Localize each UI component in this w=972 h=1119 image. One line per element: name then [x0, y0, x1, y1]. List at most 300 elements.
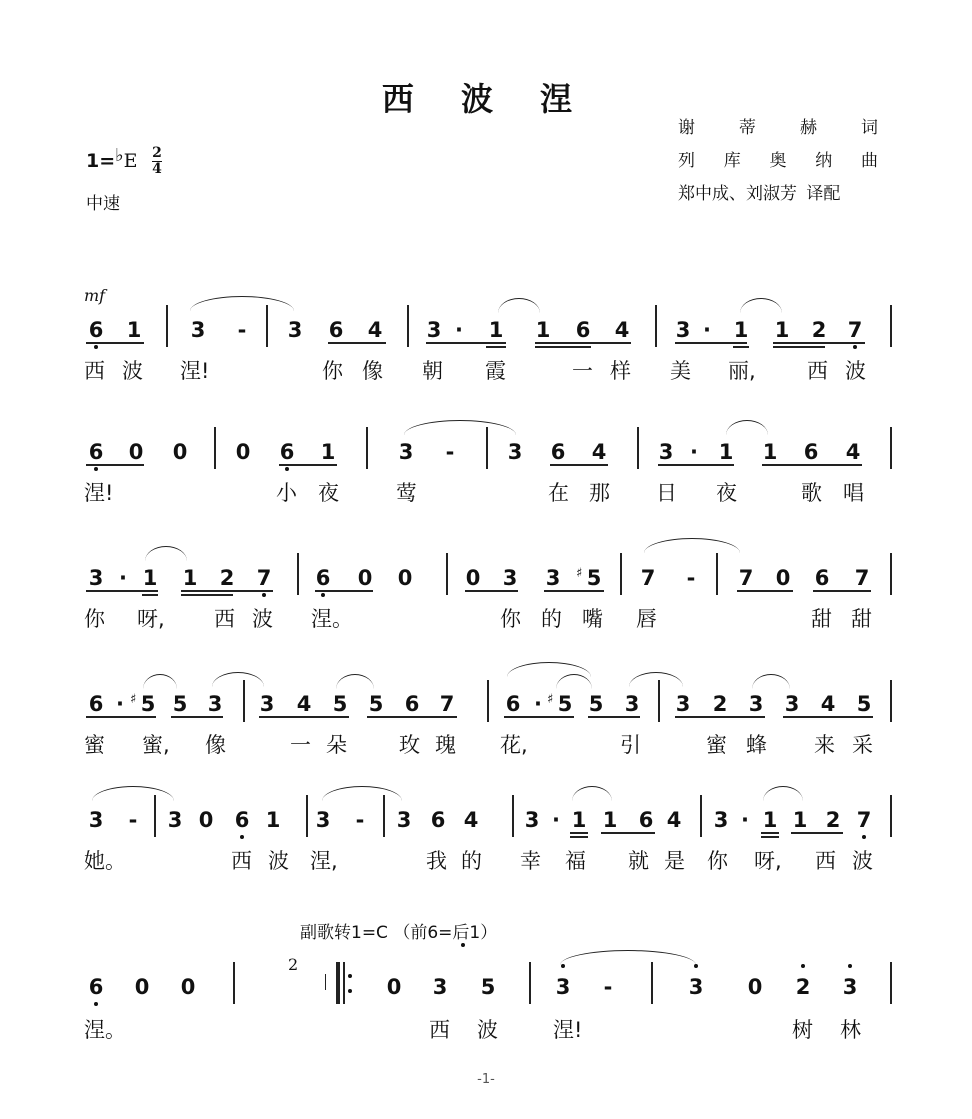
tie-arc — [644, 538, 740, 553]
low-octave-dot — [285, 467, 289, 471]
lyric: 像 — [362, 359, 383, 383]
lyric: 我 — [426, 849, 447, 873]
note: 2 — [825, 808, 841, 832]
note: 6 — [315, 566, 331, 590]
note: 1 — [182, 566, 198, 590]
lyric: 美 — [670, 359, 691, 383]
note: 1 — [774, 318, 790, 342]
note: 3 — [190, 318, 206, 342]
tie-arc — [145, 546, 187, 561]
note: 1 — [602, 808, 618, 832]
bar-line — [446, 553, 448, 595]
beam-line — [791, 832, 843, 834]
note: 1 — [142, 566, 158, 590]
tie-arc — [629, 672, 683, 687]
tie-arc — [404, 420, 516, 435]
lyric: 呀, — [137, 607, 165, 631]
note: 3 — [167, 808, 183, 832]
tie-arc — [498, 298, 540, 313]
beam-line — [675, 716, 765, 718]
lyricist-credit: 谢 蒂 赫 词 — [678, 118, 878, 138]
high-octave-dot — [561, 964, 565, 968]
beam-line — [426, 342, 506, 344]
note: 3 — [784, 692, 800, 716]
lyric: 树 — [792, 1018, 813, 1042]
tie-arc — [726, 420, 768, 435]
lyric: 你 — [500, 607, 521, 631]
lyric: 涅。 — [84, 1018, 126, 1042]
lyric: 蜂 — [746, 733, 767, 757]
note: 0 — [180, 975, 196, 999]
note: 1 — [762, 440, 778, 464]
volta-number: 2 — [288, 955, 299, 974]
lyric: 采 — [852, 733, 873, 757]
dash: - — [128, 808, 138, 832]
lyric: 她。 — [84, 849, 126, 873]
note: 0 — [397, 566, 413, 590]
note: 3 — [545, 566, 561, 590]
bar-line — [658, 680, 660, 722]
note: 4 — [666, 808, 682, 832]
note: 3 — [426, 318, 442, 342]
lyric: 波 — [268, 849, 289, 873]
lyric: 西 — [815, 849, 836, 873]
note: 1 — [762, 808, 778, 832]
note: 4 — [614, 318, 630, 342]
beam-line — [733, 346, 749, 348]
lyric: 波 — [845, 359, 866, 383]
dynamic-marking: mf — [84, 286, 106, 305]
bar-line — [243, 680, 245, 722]
beam-line — [486, 346, 506, 348]
beam-line — [86, 590, 158, 592]
note: 5 — [588, 692, 604, 716]
note: 4 — [463, 808, 479, 832]
lyric: 林 — [840, 1018, 861, 1042]
lyric: 涅。 — [311, 607, 353, 631]
note: 3 — [315, 808, 331, 832]
sharp-note: ♯ 5 — [138, 692, 158, 716]
lyric: 呀, — [754, 849, 782, 873]
note: 6 — [550, 440, 566, 464]
lyric: 花, — [500, 733, 528, 757]
dot: · — [741, 808, 749, 832]
tie-arc — [740, 298, 782, 313]
lyric: 玫 — [399, 733, 420, 757]
lyric: 夜 — [716, 481, 737, 505]
beam-line — [86, 716, 156, 718]
repeat-thick-bar — [336, 962, 340, 1004]
repeat-dot — [348, 974, 352, 978]
beam-line — [181, 590, 273, 592]
lyric: 西 — [84, 359, 105, 383]
low-octave-dot — [94, 467, 98, 471]
tempo-marking: 中速 — [86, 194, 120, 214]
note: 4 — [591, 440, 607, 464]
note: 0 — [235, 440, 251, 464]
beam-line — [813, 590, 871, 592]
note: 3 — [658, 440, 674, 464]
note: 3 — [396, 808, 412, 832]
lyric: 瑰 — [435, 733, 456, 757]
bar-line — [655, 305, 657, 347]
lyric: 来 — [814, 733, 835, 757]
note: 1 — [792, 808, 808, 832]
lyric: 西 — [429, 1018, 450, 1042]
beam-line — [783, 716, 873, 718]
beam-line — [279, 464, 337, 466]
dot: · — [703, 318, 711, 342]
lyric: 那 — [589, 481, 610, 505]
low-octave-dot — [262, 593, 266, 597]
sharp-icon: ♯ — [547, 692, 554, 707]
bar-line — [637, 427, 639, 469]
lyric: 夜 — [318, 481, 339, 505]
lyric: 你 — [84, 607, 105, 631]
note: 6 — [234, 808, 250, 832]
note: 4 — [296, 692, 312, 716]
high-octave-dot — [801, 964, 805, 968]
low-octave-dot — [862, 835, 866, 839]
note: 0 — [357, 566, 373, 590]
dot: · — [455, 318, 463, 342]
lyric: 嘴 — [582, 607, 603, 631]
note: 0 — [172, 440, 188, 464]
note: 3 — [507, 440, 523, 464]
lyric: 甜 — [851, 607, 872, 631]
lyric: 波 — [252, 607, 273, 631]
note: 3 — [398, 440, 414, 464]
beam-line — [737, 590, 793, 592]
note: 0 — [775, 566, 791, 590]
sharp-note: ♯ 5 — [555, 692, 575, 716]
tie-arc — [336, 674, 374, 689]
note: 6 — [575, 318, 591, 342]
lyric: 西 — [231, 849, 252, 873]
beam-line — [171, 716, 223, 718]
tie-arc — [190, 296, 294, 311]
beam-line — [465, 590, 518, 592]
note: 6 — [88, 975, 104, 999]
high-octave-dot — [848, 964, 852, 968]
low-octave-dot — [853, 345, 857, 349]
note: 2 — [219, 566, 235, 590]
note: 6 — [328, 318, 344, 342]
lyric: 霞 — [485, 359, 506, 383]
beam-line — [761, 836, 779, 838]
bar-line — [306, 795, 308, 837]
note: 5 — [856, 692, 872, 716]
key-signature — [86, 146, 162, 177]
bar-line — [890, 962, 892, 1004]
lyric: 小 — [276, 481, 297, 505]
beam-line — [259, 716, 349, 718]
lyric: 幸 — [520, 849, 541, 873]
bar-line — [890, 553, 892, 595]
note: 6 — [88, 692, 104, 716]
tie-arc — [212, 672, 264, 687]
note: 6 — [638, 808, 654, 832]
bar-line — [266, 305, 268, 347]
composer-credit: 列 库 奥 纳 曲 — [678, 151, 878, 171]
beam-line — [658, 464, 734, 466]
note: 1 — [718, 440, 734, 464]
tie-arc — [763, 786, 803, 801]
beam-line — [570, 836, 588, 838]
translator-credit: 郑中成、刘淑芳 译配 — [678, 184, 841, 204]
beam-line — [550, 464, 608, 466]
note: 2 — [795, 975, 811, 999]
bar-line — [890, 305, 892, 347]
lyric: 在 — [548, 481, 569, 505]
note: 3 — [748, 692, 764, 716]
bar-line — [407, 305, 409, 347]
lyric: 甜 — [811, 607, 832, 631]
note: 0 — [198, 808, 214, 832]
lyric: 涅! — [180, 359, 210, 383]
beam-line — [675, 342, 747, 344]
note: 5 — [480, 975, 496, 999]
dot: · — [116, 692, 124, 716]
low-octave-dot — [321, 593, 325, 597]
dash: - — [355, 808, 365, 832]
bar-line — [512, 795, 514, 837]
note: 5 — [172, 692, 188, 716]
beam-line — [761, 832, 779, 834]
note: 4 — [820, 692, 836, 716]
lyric: 朵 — [326, 733, 347, 757]
repeat-thin-bar — [343, 962, 345, 1004]
beam-line — [504, 716, 574, 718]
dot: · — [690, 440, 698, 464]
beam-line — [762, 464, 862, 466]
lyric: 像 — [205, 733, 226, 757]
note: 7 — [640, 566, 656, 590]
beam-line — [142, 594, 158, 596]
time-signature — [152, 146, 162, 177]
dash: - — [686, 566, 696, 590]
bar-line — [154, 795, 156, 837]
key-note: E — [123, 150, 138, 172]
lyric: 你 — [322, 359, 343, 383]
dot: · — [552, 808, 560, 832]
note: 3 — [555, 975, 571, 999]
low-octave-dot — [461, 943, 465, 947]
note: 6 — [505, 692, 521, 716]
note: 3 — [713, 808, 729, 832]
bar-line — [487, 680, 489, 722]
page-number: -1- — [477, 1072, 495, 1087]
note: 6 — [404, 692, 420, 716]
volta-bracket — [325, 974, 326, 990]
low-octave-dot — [240, 835, 244, 839]
note: 1 — [535, 318, 551, 342]
lyric: 涅! — [553, 1018, 583, 1042]
beam-line — [544, 590, 604, 592]
beam-line — [773, 342, 865, 344]
note: 6 — [88, 318, 104, 342]
dot: · — [534, 692, 542, 716]
note: 6 — [803, 440, 819, 464]
bar-line — [890, 427, 892, 469]
note: 6 — [279, 440, 295, 464]
lyric: 日 — [656, 481, 677, 505]
lyric: 蜜 — [706, 733, 727, 757]
bar-line — [651, 962, 653, 1004]
note: 3 — [675, 692, 691, 716]
lyric: 歌 — [801, 481, 822, 505]
lyric: 的 — [461, 849, 482, 873]
time-signature-bottom: 4 — [152, 161, 162, 177]
lyric: 唱 — [843, 481, 864, 505]
bar-line — [620, 553, 622, 595]
lyric: 一 — [290, 733, 311, 757]
note: 0 — [465, 566, 481, 590]
dash: - — [603, 975, 613, 999]
note: 0 — [134, 975, 150, 999]
lyric: 蜜, — [142, 733, 170, 757]
song-title: 西 波 涅 — [381, 80, 591, 118]
sharp-icon: ♯ — [576, 566, 583, 581]
note: 3 — [688, 975, 704, 999]
lyric: 一 — [572, 359, 593, 383]
lyric: 波 — [122, 359, 143, 383]
bar-line — [716, 553, 718, 595]
lyric: 你 — [707, 849, 728, 873]
beam-line — [588, 716, 640, 718]
beam-line — [181, 594, 233, 596]
note: 3 — [287, 318, 303, 342]
bar-line — [214, 427, 216, 469]
dash: - — [237, 318, 247, 342]
lyric: 涅! — [84, 481, 114, 505]
bar-line — [700, 795, 702, 837]
bar-line — [529, 962, 531, 1004]
tie-arc — [572, 786, 612, 801]
note: 4 — [845, 440, 861, 464]
note: 2 — [811, 318, 827, 342]
dash: - — [445, 440, 455, 464]
tie-arc — [560, 950, 696, 965]
lyric: 波 — [852, 849, 873, 873]
low-octave-dot — [94, 1002, 98, 1006]
note: 3 — [88, 566, 104, 590]
note: 1 — [320, 440, 336, 464]
beam-line — [570, 832, 588, 834]
note: 7 — [439, 692, 455, 716]
note: 3 — [524, 808, 540, 832]
note: 5 — [332, 692, 348, 716]
bar-line — [890, 795, 892, 837]
note: 1 — [126, 318, 142, 342]
tie-arc — [322, 786, 402, 801]
note: 3 — [502, 566, 518, 590]
note: 2 — [712, 692, 728, 716]
low-octave-dot — [94, 345, 98, 349]
note: 6 — [814, 566, 830, 590]
note: 3 — [432, 975, 448, 999]
key-change-note: 副歌转1=C （前6=后1） — [300, 923, 498, 943]
note: 4 — [367, 318, 383, 342]
note: 6 — [430, 808, 446, 832]
beam-line — [601, 832, 655, 834]
note: 1 — [571, 808, 587, 832]
repeat-dot — [348, 989, 352, 993]
time-signature-top: 2 — [152, 145, 162, 161]
note: 0 — [128, 440, 144, 464]
note: 3 — [624, 692, 640, 716]
note: 5 — [368, 692, 384, 716]
lyric: 唇 — [636, 607, 657, 631]
lyric: 样 — [610, 359, 631, 383]
note: 3 — [259, 692, 275, 716]
bar-line — [233, 962, 235, 1004]
note: 3 — [88, 808, 104, 832]
lyric: 就 — [628, 849, 649, 873]
bar-line — [166, 305, 168, 347]
note: 3 — [675, 318, 691, 342]
note: 1 — [265, 808, 281, 832]
note: 6 — [88, 440, 104, 464]
beam-line — [86, 342, 144, 344]
beam-line — [535, 342, 631, 344]
dot: · — [119, 566, 127, 590]
beam-line — [328, 342, 386, 344]
beam-line — [315, 590, 373, 592]
note: 3 — [842, 975, 858, 999]
lyric: 莺 — [396, 481, 417, 505]
beam-line — [86, 464, 144, 466]
lyric: 波 — [477, 1018, 498, 1042]
sharp-note: ♯ 5 — [584, 566, 604, 590]
tie-arc — [143, 674, 177, 689]
note: 1 — [733, 318, 749, 342]
lyric: 是 — [664, 849, 685, 873]
bar-line — [297, 553, 299, 595]
bar-line — [383, 795, 385, 837]
beam-line — [535, 346, 591, 348]
note: 0 — [386, 975, 402, 999]
high-octave-dot — [694, 964, 698, 968]
tie-arc — [92, 786, 174, 801]
note: 7 — [738, 566, 754, 590]
lyric: 引 — [620, 733, 641, 757]
beam-line — [773, 346, 825, 348]
bar-line — [486, 427, 488, 469]
key-prefix: 1= — [86, 150, 116, 172]
lyric: 福 — [565, 849, 586, 873]
note: 7 — [256, 566, 272, 590]
bar-line — [890, 680, 892, 722]
lyric: 蜜 — [84, 733, 105, 757]
note: 7 — [847, 318, 863, 342]
note: 7 — [856, 808, 872, 832]
tie-arc — [752, 674, 790, 689]
bar-line — [366, 427, 368, 469]
lyric: 涅, — [310, 849, 338, 873]
note: 1 — [488, 318, 504, 342]
note: 0 — [747, 975, 763, 999]
note: 7 — [854, 566, 870, 590]
flat-icon: ♭ — [115, 145, 124, 166]
lyric: 的 — [541, 607, 562, 631]
beam-line — [367, 716, 457, 718]
sharp-icon: ♯ — [130, 692, 137, 707]
lyric: 朝 — [422, 359, 443, 383]
lyric: 丽, — [728, 359, 756, 383]
note: 3 — [207, 692, 223, 716]
lyric: 西 — [807, 359, 828, 383]
